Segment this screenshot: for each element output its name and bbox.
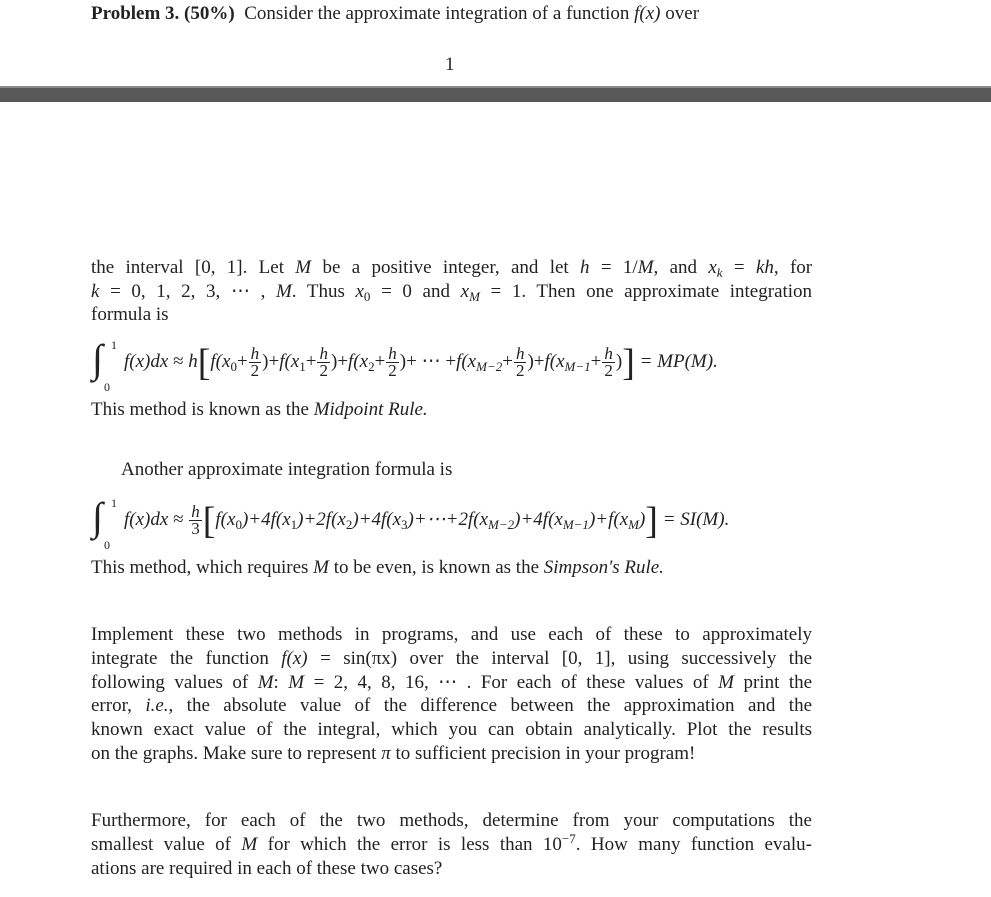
sub-M: M bbox=[469, 289, 480, 304]
sub: M bbox=[628, 517, 639, 532]
den: 2 bbox=[250, 361, 260, 381]
half-h bbox=[602, 346, 615, 379]
text: = bbox=[733, 257, 745, 278]
var-M: M bbox=[241, 834, 258, 855]
plus: + bbox=[268, 351, 280, 372]
paren: ) bbox=[399, 351, 407, 372]
integral-sign: ∫ bbox=[92, 494, 103, 539]
text: the interval [0, 1]. Let bbox=[91, 257, 284, 278]
sub: M−1 bbox=[564, 359, 591, 374]
var-M: M bbox=[257, 672, 274, 693]
text: This method is known as the bbox=[91, 399, 309, 420]
var-M: M bbox=[288, 672, 305, 693]
den: 2 bbox=[319, 361, 328, 381]
den: 2 bbox=[604, 361, 613, 381]
text: = sin(πx) over the interval [0, 1], using successively the bbox=[320, 648, 812, 669]
simpson-expression bbox=[124, 497, 729, 543]
bracket: [ bbox=[197, 342, 211, 384]
over-text: over bbox=[665, 3, 700, 24]
var-h: h bbox=[580, 257, 590, 278]
bracket: ] bbox=[645, 500, 658, 542]
page-divider bbox=[0, 88, 991, 102]
term: f(x bbox=[210, 351, 231, 372]
text: = 0 and bbox=[381, 281, 450, 302]
para3-line1: Furthermore, for each of the two methods, determine from your computations the bbox=[91, 810, 812, 831]
term: )+4f(x bbox=[241, 509, 291, 530]
para1-line1 bbox=[91, 256, 812, 279]
problem-statement-top bbox=[91, 2, 699, 25]
page-number: 1 bbox=[445, 54, 455, 75]
sub: 0 bbox=[235, 517, 242, 532]
text: , for bbox=[773, 257, 813, 278]
text: = 2, 4, 8, 16, ⋯ . For each of these values of bbox=[313, 672, 709, 693]
bracket: ] bbox=[622, 342, 635, 384]
num: h bbox=[250, 344, 260, 364]
text: on the graphs. Make sure to represent bbox=[91, 743, 377, 764]
sub: 0 bbox=[230, 359, 237, 374]
simpson-caption bbox=[91, 556, 664, 579]
plus: + bbox=[236, 351, 248, 372]
sub: 3 bbox=[401, 517, 408, 532]
sub: 1 bbox=[299, 359, 306, 374]
simpson-rule-name: Simpson's Rule. bbox=[543, 557, 664, 578]
text: , and bbox=[653, 257, 698, 278]
num: h bbox=[319, 344, 328, 364]
integral-lower: 0 bbox=[104, 538, 110, 552]
text: following values of bbox=[91, 672, 249, 693]
num: h bbox=[388, 344, 397, 364]
half-h bbox=[514, 346, 527, 379]
para3-line2 bbox=[91, 833, 812, 856]
problem-label: Problem 3. (50%) bbox=[91, 3, 235, 24]
half-h bbox=[249, 346, 262, 379]
plus: + bbox=[445, 351, 457, 372]
simpson-intro: Another approximate integration formula is bbox=[121, 459, 453, 480]
half-h bbox=[317, 346, 330, 379]
intro-text: Consider the approximate integration of a function bbox=[244, 3, 630, 24]
var-x: x bbox=[708, 257, 717, 278]
fx-symbol: f(x) bbox=[634, 3, 661, 24]
mp-result: = MP(M). bbox=[639, 351, 718, 372]
dots: ⋯ bbox=[421, 351, 441, 372]
sub: 2 bbox=[368, 359, 375, 374]
approx-sign: ≈ bbox=[173, 351, 184, 372]
sub: M−1 bbox=[562, 517, 589, 532]
text: = 1. Then one approximate integration bbox=[490, 281, 813, 302]
sub: M−2 bbox=[488, 517, 515, 532]
term: )+4f(x bbox=[514, 509, 563, 530]
sub: 2 bbox=[345, 517, 353, 532]
midpoint-rule-name: Midpoint Rule. bbox=[313, 399, 428, 420]
term: f(x bbox=[544, 351, 565, 372]
sub-0: 0 bbox=[363, 289, 371, 304]
text: = 1/ bbox=[600, 257, 638, 278]
var-x: x bbox=[460, 281, 470, 302]
term: )+4f(x bbox=[352, 509, 402, 530]
para2-line2 bbox=[91, 647, 812, 670]
var-M: M bbox=[275, 281, 292, 302]
text: = 0, 1, 2, 3, ⋯ , bbox=[110, 281, 266, 302]
sub: M−2 bbox=[476, 359, 503, 374]
para2-line5: known exact value of the integral, which you can obtain analytically. Plot the results bbox=[91, 719, 812, 740]
var-h: h bbox=[188, 351, 198, 372]
si-result: = SI(M). bbox=[662, 509, 730, 530]
text: This method, which requires bbox=[91, 557, 309, 578]
var-x: x bbox=[355, 281, 364, 302]
paren: ) bbox=[262, 351, 269, 372]
den: 3 bbox=[191, 519, 200, 539]
midpoint-caption bbox=[91, 398, 428, 421]
integrand: f(x)dx bbox=[124, 351, 169, 372]
text: . Thus bbox=[291, 281, 345, 302]
bracket: [ bbox=[202, 500, 216, 542]
integral-upper: 1 bbox=[111, 338, 117, 352]
var-k: k bbox=[91, 281, 100, 302]
para2-line4 bbox=[91, 694, 812, 717]
term: )+⋯+2f(x bbox=[407, 509, 489, 530]
var-M: M bbox=[295, 257, 312, 278]
term: f(x bbox=[215, 509, 236, 530]
term: f(x bbox=[348, 351, 369, 372]
text: . How many function evalu- bbox=[575, 834, 812, 855]
para2-line6 bbox=[91, 742, 695, 765]
para2-line1: Implement these two methods in programs, and use each of these to approximately bbox=[91, 624, 812, 645]
text: print the bbox=[743, 672, 813, 693]
term: )+2f(x bbox=[297, 509, 346, 530]
text: error, bbox=[91, 695, 132, 716]
paren: ) bbox=[615, 351, 623, 372]
term: f(x bbox=[456, 351, 477, 372]
half-h bbox=[386, 346, 399, 379]
plus: + bbox=[305, 351, 317, 372]
var-M: M bbox=[637, 257, 654, 278]
den: 2 bbox=[515, 361, 525, 381]
integral-sign: ∫ bbox=[92, 336, 103, 381]
den: 2 bbox=[388, 361, 397, 381]
num: h bbox=[604, 344, 613, 364]
integral-lower: 0 bbox=[104, 380, 110, 394]
num: h bbox=[515, 344, 525, 364]
plus: + bbox=[406, 351, 417, 372]
approx-sign: ≈ bbox=[173, 509, 184, 530]
integrand: f(x)dx bbox=[124, 509, 169, 530]
var-M: M bbox=[718, 672, 734, 693]
text: for which the error is less than 10 bbox=[267, 834, 562, 855]
term: ) bbox=[638, 509, 646, 530]
para1-line2 bbox=[91, 280, 812, 303]
text: smallest value of bbox=[91, 834, 232, 855]
plus: + bbox=[533, 351, 545, 372]
h-over-3 bbox=[189, 504, 202, 537]
num: h bbox=[191, 502, 200, 522]
plus: + bbox=[374, 351, 386, 372]
text: to be even, is known as the bbox=[333, 557, 539, 578]
ie-abbrev: i.e. bbox=[145, 695, 169, 716]
sub: 1 bbox=[290, 517, 298, 532]
text: , the absolute value of the difference between the approximation and the bbox=[168, 695, 813, 716]
para1-line3: formula is bbox=[91, 304, 169, 325]
var-kh: kh bbox=[755, 257, 774, 278]
term: )+f(x bbox=[588, 509, 629, 530]
text: to sufficient precision in your program! bbox=[395, 743, 696, 764]
fx-symbol: f(x) bbox=[281, 648, 308, 669]
text: be a positive integer, and let bbox=[322, 257, 569, 278]
integral-upper: 1 bbox=[111, 496, 117, 510]
paren: ) bbox=[330, 351, 338, 372]
plus: + bbox=[337, 351, 349, 372]
midpoint-expression bbox=[124, 339, 718, 385]
text: : bbox=[273, 672, 279, 693]
text: integrate the function bbox=[91, 648, 269, 669]
var-M: M bbox=[313, 557, 329, 578]
para3-line3: ations are required in each of these two cases? bbox=[91, 858, 443, 879]
sub-k: k bbox=[716, 265, 723, 280]
exponent: −7 bbox=[561, 831, 576, 846]
pi-symbol: π bbox=[381, 743, 391, 764]
term: f(x bbox=[279, 351, 300, 372]
plus: + bbox=[590, 351, 602, 372]
para2-line3 bbox=[91, 671, 812, 694]
paren: ) bbox=[527, 351, 534, 372]
plus: + bbox=[502, 351, 513, 372]
